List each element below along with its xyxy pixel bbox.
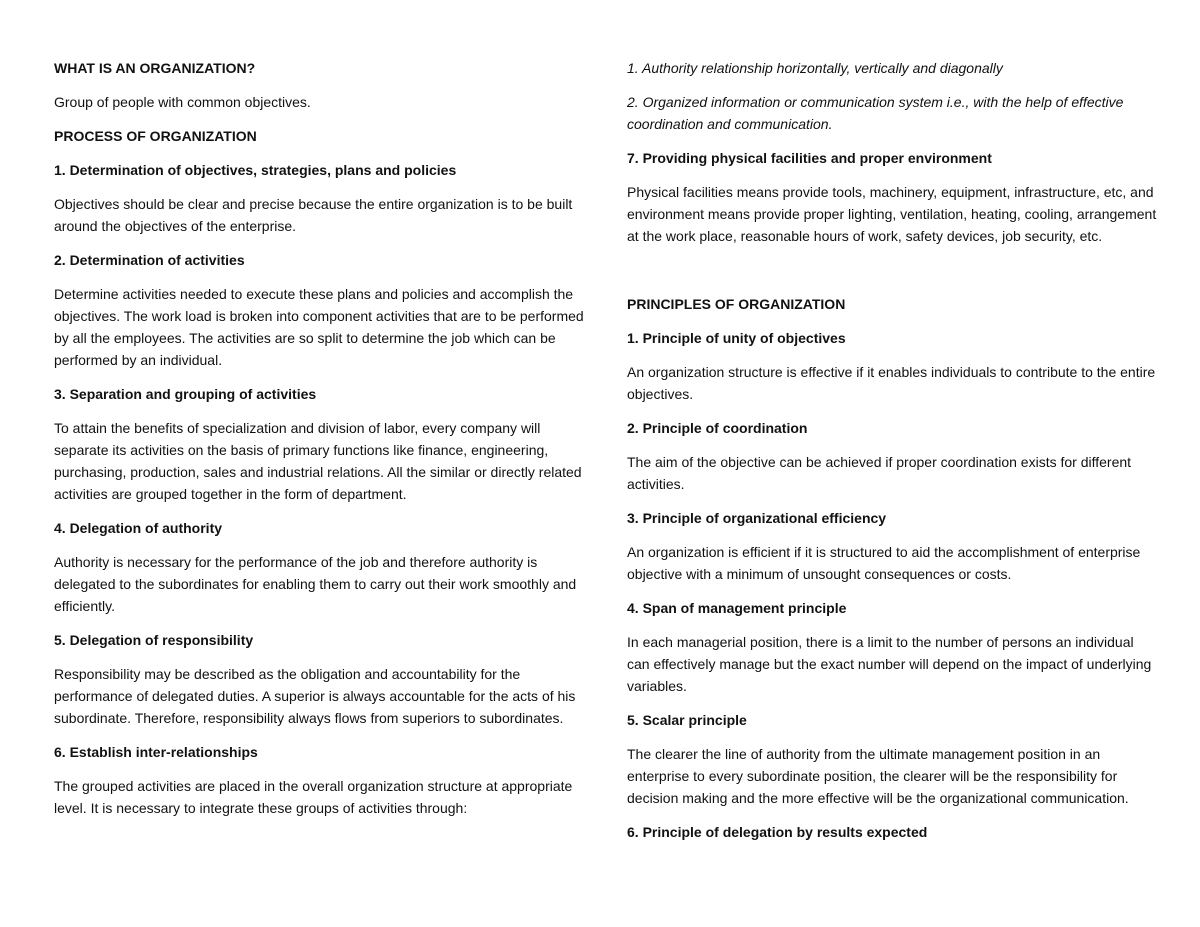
paragraph: Authority is necessary for the performance of the job and therefore authority is delegated to the subordinates for enabling them to carry out their work smoothly and efficiently.	[54, 554, 577, 614]
paragraph: Objectives should be clear and precise because the entire organization is to be built around the objectives of the enterprise.	[54, 196, 573, 234]
heading-4-delegation-of-authority: 4. Delegation of authority	[54, 520, 223, 536]
heading-1-determination-of-objectives-strategies: 1. Determination of objectives, strategies, plans and policies	[54, 162, 457, 178]
heading-2-principle-of-coordination: 2. Principle of coordination	[627, 420, 808, 436]
heading-5-delegation-of-responsibility: 5. Delegation of responsibility	[54, 632, 254, 648]
italic-item-1-authority-relationship-horizontally-ve: 1. Authority relationship horizontally, vertically and diagonally	[627, 60, 1003, 76]
left-column	[54, 57, 584, 831]
paragraph: Responsibility may be described as the obligation and accountability for the performance of delegated duties. A superior is always accountable for the acts of his subordinate. Therefore, responsibility always flows from superiors to subordinates.	[54, 666, 576, 726]
italic-item-2-organized-information-or-communication: 2. Organized information or communication system i.e., with the help of effective coordination and communication.	[627, 94, 1124, 132]
heading-3-separation-and-grouping-of-activities: 3. Separation and grouping of activities	[54, 386, 317, 402]
paragraph: An organization is efficient if it is structured to aid the accomplishment of enterprise objective with a minimum of unsought consequences or costs.	[627, 544, 1141, 582]
heading-3-principle-of-organizational-efficiency: 3. Principle of organizational efficiency	[627, 510, 887, 526]
heading-principles-of-organization: PRINCIPLES OF ORGANIZATION	[627, 296, 846, 312]
heading-1-principle-of-unity-of-objectives: 1. Principle of unity of objectives	[627, 330, 846, 346]
paragraph: The grouped activities are placed in the overall organization structure at appropriate level. It is necessary to integrate these groups of activities through:	[54, 778, 573, 816]
paragraph: Group of people with common objectives.	[54, 94, 311, 110]
heading-6-principle-of-delegation-by-results-exp: 6. Principle of delegation by results expected	[627, 824, 928, 840]
section-spacer	[627, 259, 1157, 293]
paragraph: An organization structure is effective if it enables individuals to contribute to the entire objectives.	[627, 364, 1156, 402]
paragraph: In each managerial position, there is a limit to the number of persons an individual can effectively manage but the exact number will depend on the impact of underlying variables.	[627, 634, 1152, 694]
right-column	[627, 57, 1157, 855]
heading-5-scalar-principle: 5. Scalar principle	[627, 712, 747, 728]
paragraph: Determine activities needed to execute these plans and policies and accomplish the objectives. The work load is broken into component activities that are to be performed by all the employees. The activities are so split to determine the job which can be performed by an individual.	[54, 286, 584, 368]
paragraph: The clearer the line of authority from the ultimate management position in an enterprise to every subordinate position, the clearer will be the responsibility for decision making and the more effective will be the organizational communication.	[627, 746, 1129, 806]
paragraph: To attain the benefits of specialization and division of labor, every company will separate its activities on the basis of primary functions like finance, engineering, purchasing, production, sales and industrial relations. All the similar or directly related activities are grouped together in the form of department.	[54, 420, 582, 502]
paragraph: The aim of the objective can be achieved if proper coordination exists for different activities.	[627, 454, 1132, 492]
heading-4-span-of-management-principle: 4. Span of management principle	[627, 600, 847, 616]
heading-process-of-organization: PROCESS OF ORGANIZATION	[54, 128, 257, 144]
paragraph: Physical facilities means provide tools, machinery, equipment, infrastructure, etc, and environment means provide proper lighting, ventilation, heating, cooling, arrangement at the work place, reasonable hours of work, safety devices, job security, etc.	[627, 184, 1157, 244]
heading-2-determination-of-activities: 2. Determination of activities	[54, 252, 245, 268]
heading-7-providing-physical-facilities-and-prop: 7. Providing physical facilities and proper environment	[627, 150, 992, 166]
heading-what-is-an-organization: WHAT IS AN ORGANIZATION?	[54, 60, 256, 76]
heading-6-establish-inter-relationships: 6. Establish inter-relationships	[54, 744, 258, 760]
